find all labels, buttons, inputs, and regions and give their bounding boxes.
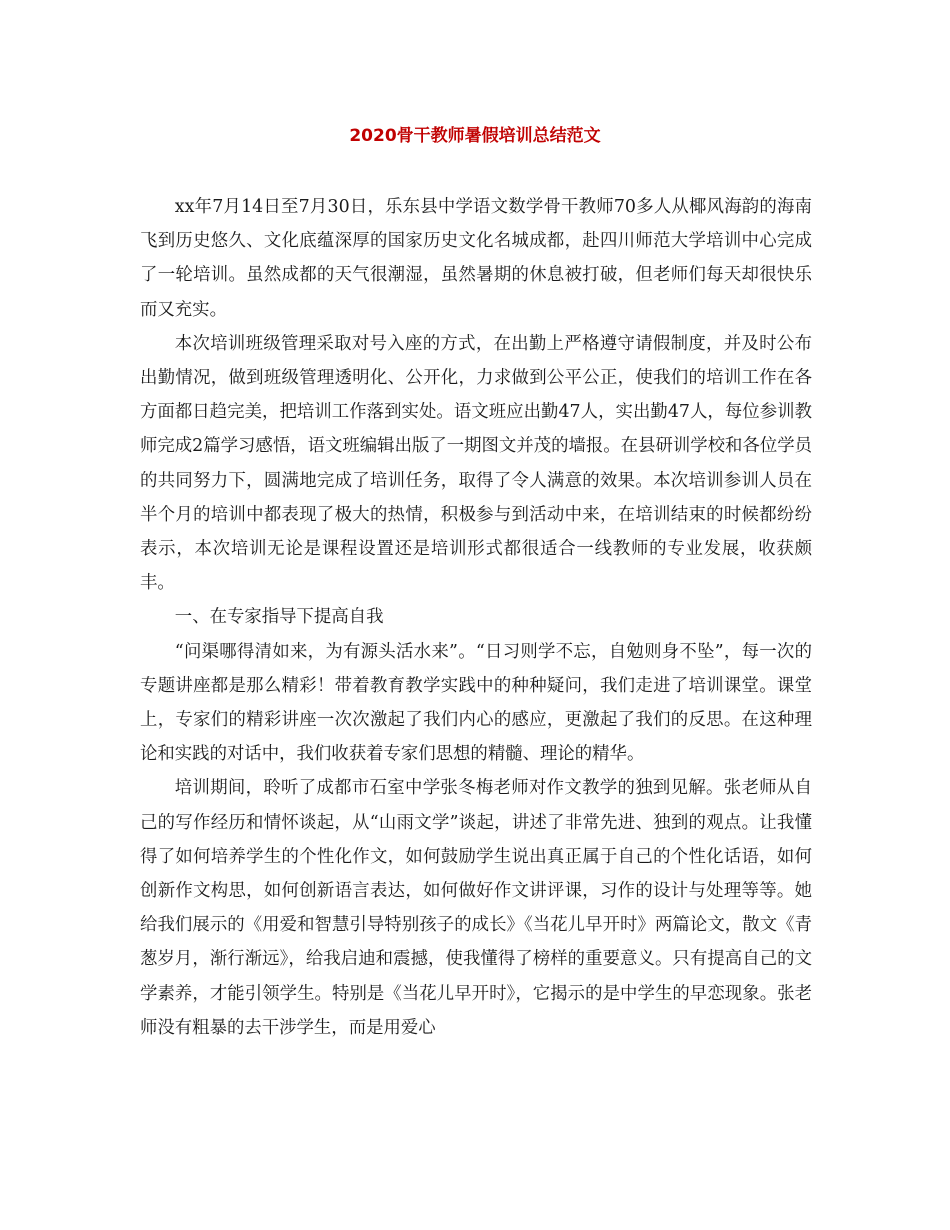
document-body bbox=[140, 190, 812, 1045]
document-title: 2020骨干教师暑假培训总结范文 bbox=[349, 126, 601, 146]
paragraph-intro: xx年7月14日至7月30日，乐东县中学语文数学骨干教师70多人从椰风海韵的海南飞到历史悠久、文化底蕴深厚的国家历史文化名城成都，赴四川师范大学培训中心完成了一轮培训。虽然成都的天气很潮湿，虽然暑期的休息被打破，但老师们每天却很快乐而又充实。 bbox=[140, 197, 812, 320]
paragraph-management: 本次培训班级管理采取对号入座的方式，在出勤上严格遵守请假制度，并及时公布出勤情况，做到班级管理透明化、公开化，力求做到公平公正，使我们的培训工作在各方面都日趋完美，把培训工作落到实处。语文班应出勤47人，实出勤47人，每位参训教师完成2篇学习感悟，语文班编辑出版了一期图文并茂的墙报。在县研训学校和各位学员的共同努力下，圆满地完成了培训任务，取得了令人满意的效果。本次培训参训人员在半个月的培训中都表现了极大的热情，积极参与到活动中来，在培训结束的时候都纷纷表示，本次培训无论是课程设置还是培训形式都很适合一线教师的专业发展，收获颇丰。 bbox=[140, 333, 812, 594]
paragraph-lectures: “问渠哪得清如来，为有源头活水来”。“日习则学不忘，自勉则身不坠”，每一次的专题讲座都是那么精彩！带着教育教学实践中的种种疑问，我们走进了培训课堂。课堂上，专家们的精彩讲座一次次激起了我们内心的感应，更激起了我们的反思。在这种理论和实践的对话中，我们收获着专家们思想的精髓、理论的精华。 bbox=[140, 641, 812, 765]
paragraph-zhang-teacher: 培训期间，聆听了成都市石室中学张冬梅老师对作文教学的独到见解。张老师从自己的写作经历和情怀谈起，从“山雨文学”谈起，讲述了非常先进、独到的观点。让我懂得了如何培养学生的个性化作文，如何鼓励学生说出真正属于自己的个性化话语，如何创新作文构思，如何创新语言表达，如何做好作文讲评课，习作的设计与处理等等。她给我们展示的《用爱和智慧引导特别孩子的成长》《当花儿早开时》两篇论文，散文《青葱岁月，渐行渐远》，给我启迪和震撼，使我懂得了榜样的重要意义。只有提高自己的文学素养，才能引领学生。特别是《当花儿早开时》，它揭示的是中学生的早恋现象。张老师没有粗暴的去干涉学生，而是用爱心 bbox=[140, 778, 812, 1038]
section-heading-expert-guidance: 一、在专家指导下提高自我 bbox=[174, 607, 384, 628]
